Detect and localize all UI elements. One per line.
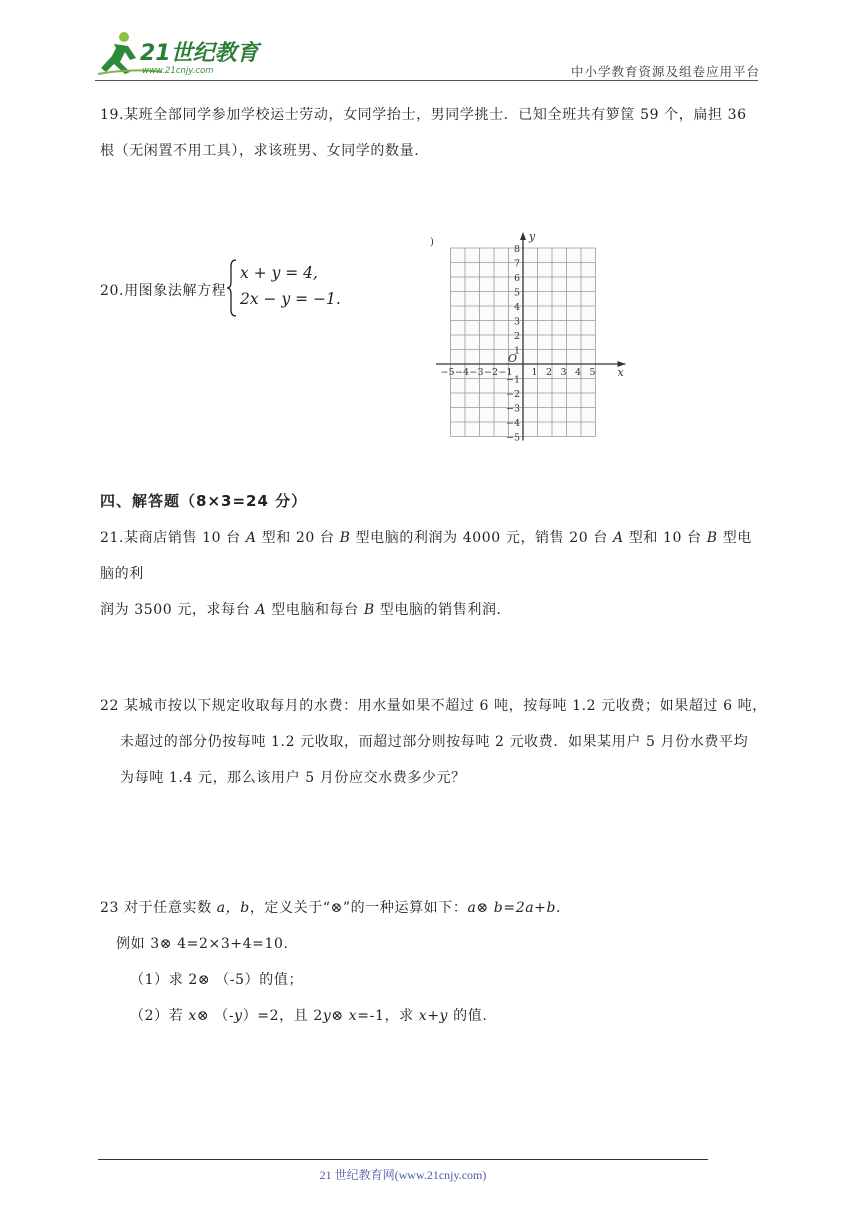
logo-text: 21世纪教育 xyxy=(140,41,259,66)
question-19 xyxy=(100,97,760,169)
left-brace-icon xyxy=(226,258,238,318)
equation-1: x + y = 4, xyxy=(240,264,318,282)
header-tagline: 中小学教育资源及组卷应用平台 xyxy=(570,64,760,79)
footer-text: 21 世纪教育网(www.21cnjy.com) xyxy=(319,1168,487,1182)
coordinate-grid xyxy=(428,230,648,444)
q23-part1: （1）求 2⊗ （-5）的值； xyxy=(130,972,304,988)
x-tick-label: 1 xyxy=(531,367,538,378)
q23-line1: 23 对于任意实数 a，b，定义关于“⊗”的一种运算如下：a⊗ b=2a+b. xyxy=(100,900,562,916)
header-divider xyxy=(95,80,758,81)
y-tick-label: 8 xyxy=(513,244,520,255)
x-axis-label: x xyxy=(617,366,624,379)
y-axis-arrow-icon xyxy=(520,232,526,240)
y-tick-label: −5 xyxy=(505,432,520,444)
y-tick-label: 1 xyxy=(513,345,520,357)
x-tick-label: −2 xyxy=(483,367,499,378)
y-axis-label: y xyxy=(529,230,536,243)
q22-line2: 未超过的部分仍按每吨 1.2 元收取，而超过部分则按每吨 2 元收费．如果某用户 5 月份水费平均 xyxy=(120,734,749,750)
q22-line1: 22 某城市按以下规定收取每月的水费：用水量如果不超过 6 吨，按每吨 1.2 元收费；如果超过 6 吨， xyxy=(100,698,767,714)
y-tick-label: 3 xyxy=(513,316,520,328)
runner-logo-icon xyxy=(92,28,272,80)
q23-example: 例如 3⊗ 4=2×3+4=10. xyxy=(116,936,289,952)
q19-line1: 19.某班全部同学参加学校运士劳动，女同学抬士，男同学挑士．已知全班共有箩筐 59 个，扁担 36 xyxy=(100,107,747,123)
x-tick-label: 3 xyxy=(560,367,567,378)
y-tick-label: −4 xyxy=(505,418,520,429)
q21-line1: 21.某商店销售 10 台 A 型和 20 台 B 型电脑的利润为 4000 元，销售 20 台 A 型和 10 台 B 型电脑的利 xyxy=(100,530,752,582)
y-tick-label: 2 xyxy=(513,331,520,342)
question-21 xyxy=(100,520,760,628)
y-tick-label: −2 xyxy=(505,389,520,400)
logo-url: www.21cnjy.com xyxy=(142,66,214,76)
x-tick-label: −4 xyxy=(454,367,470,378)
y-tick-label: −3 xyxy=(505,403,520,415)
q22-line3: 为每吨 1.4 元，那么该用户 5 月份应交水费多少元？ xyxy=(120,770,466,786)
y-tick-label: 6 xyxy=(513,273,520,284)
question-23 xyxy=(100,890,760,1034)
q20-label: 20.用图象法解方程 xyxy=(100,283,227,299)
corner-mark: ) xyxy=(430,237,434,248)
y-tick-label: 7 xyxy=(513,258,520,270)
x-tick-label: −5 xyxy=(440,367,455,378)
x-tick-label: 5 xyxy=(589,367,596,378)
footer-divider xyxy=(98,1159,708,1160)
question-22 xyxy=(100,688,770,796)
y-tick-label: 5 xyxy=(513,287,520,299)
site-logo xyxy=(92,28,272,80)
q21-line2: 润为 3500 元，求每台 A 型电脑和每台 B 型电脑的销售利润. xyxy=(100,602,502,618)
equation-2: 2x − y = −1. xyxy=(240,290,341,308)
section-title: 四、解答题（8×3=24 分） xyxy=(100,492,308,510)
coordinate-grid-svg xyxy=(428,230,648,444)
origin-label: O xyxy=(507,352,517,365)
y-tick-label: 4 xyxy=(513,302,520,313)
x-tick-label: 2 xyxy=(545,367,553,378)
y-tick-label: −1 xyxy=(505,374,520,386)
x-tick-label: 4 xyxy=(574,367,582,378)
x-tick-label: −1 xyxy=(498,367,513,378)
x-tick-label: −3 xyxy=(469,367,484,378)
q23-part2: （2）若 x⊗ （-y）=2，且 2y⊗ x=-1，求 x+y 的值. xyxy=(130,1008,488,1024)
q19-line2: 根（无闲置不用工具），求该班男、女同学的数量. xyxy=(100,143,420,159)
